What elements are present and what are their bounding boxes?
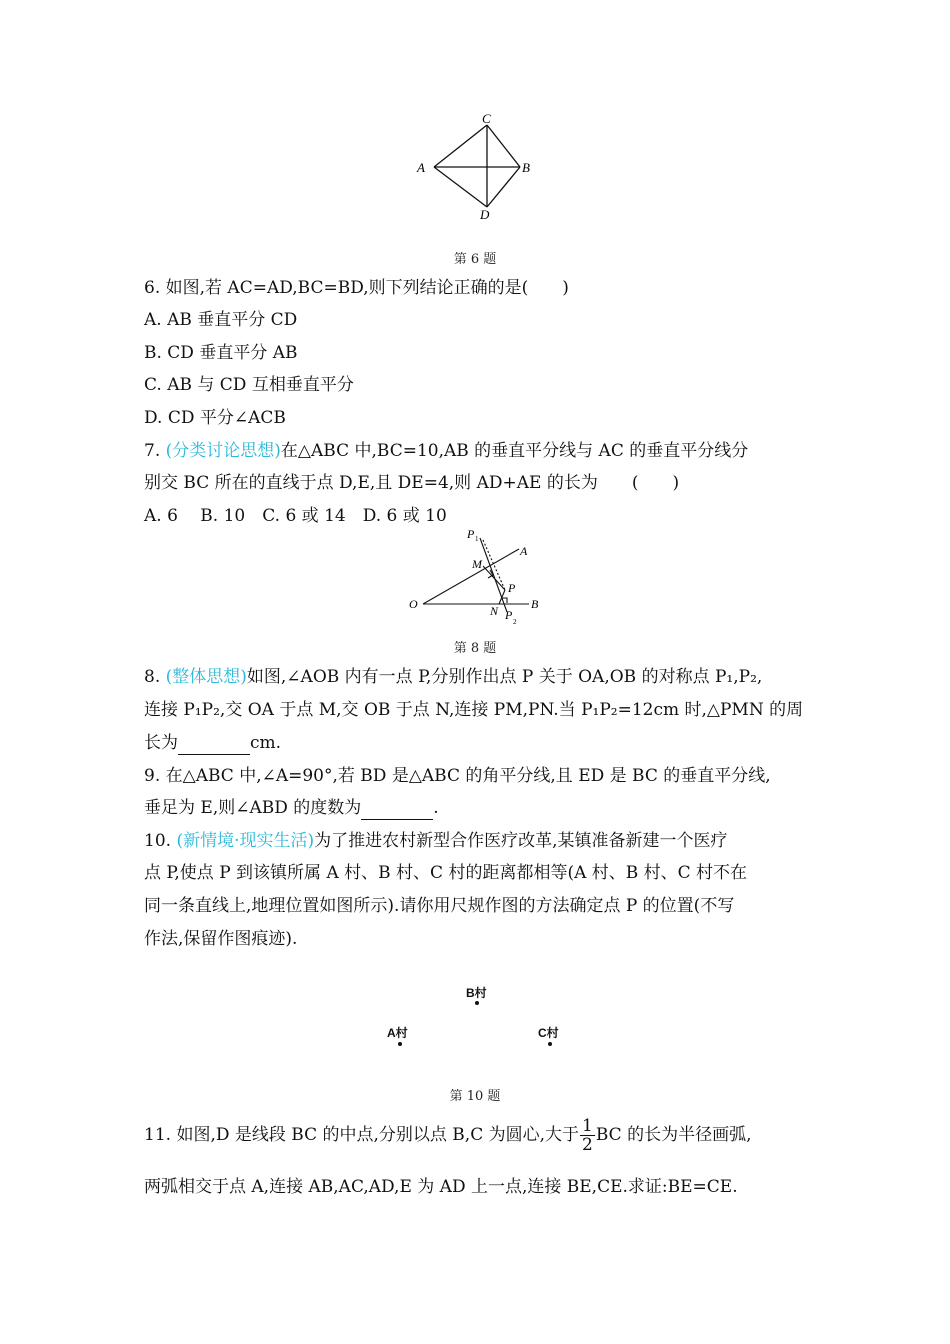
point-label-d: D: [480, 207, 490, 222]
q11-text-1b: BC 的长为半径画弧,: [595, 1125, 752, 1145]
q10-tag: (新情境·现实生活): [176, 831, 315, 851]
village-a-label: A村: [387, 1026, 408, 1040]
q6-option-a: A. AB 垂直平分 CD: [144, 310, 298, 330]
q11-line-1: [144, 1113, 751, 1157]
point-label-a: A: [417, 160, 425, 175]
q9-text-2a: 垂足为 E,则∠ABD 的度数为: [144, 798, 362, 818]
figure-6-diagram: [410, 108, 540, 223]
q10-line-2: 点 P,使点 P 到该镇所属 A 村、B 村、C 村的距离都相等(A 村、B 村、C 村不在: [144, 863, 748, 883]
figure-8-diagram: [405, 526, 555, 631]
q8-number: 8.: [144, 667, 161, 687]
point-label-p1: P: [467, 527, 475, 541]
segment-cb: [487, 125, 520, 167]
village-b-label: B村: [466, 986, 487, 1000]
q7-options: A. 6 B. 10 C. 6 或 14 D. 6 或 10: [144, 506, 447, 526]
q8-line-3: [144, 732, 281, 755]
q6-option-c: C. AB 与 CD 互相垂直平分: [144, 375, 354, 395]
q9-line-1: 9. 在△ABC 中,∠A=90°,若 BD 是△ABC 的角平分线,且 ED 是 BC 的垂直平分线,: [144, 766, 771, 786]
q7-tag: (分类讨论思想): [165, 441, 281, 461]
q8-line-1: [144, 666, 762, 688]
q10-line-4: 作法,保留作图痕迹).: [144, 929, 298, 949]
segment-ad: [434, 167, 487, 207]
q7-text-1: 在△ABC 中,BC=10,AB 的垂直平分线与 AC 的垂直平分线分: [280, 441, 749, 461]
q7-number: 7.: [144, 441, 161, 461]
village-c-label: C村: [538, 1026, 559, 1040]
q10-number: 10.: [144, 831, 172, 851]
fraction-denominator: 2: [582, 1135, 593, 1155]
village-c-point: [548, 1042, 552, 1046]
figure-10-caption: 第 10 题: [449, 1089, 501, 1104]
point-label-n: N: [490, 604, 499, 618]
figure-6-caption: 第 6 题: [453, 252, 497, 267]
point-label-a: A: [520, 544, 528, 558]
point-label-p2-subscript: 2: [513, 618, 517, 626]
q9-answer-blank[interactable]: [361, 797, 433, 820]
point-label-o: O: [409, 597, 418, 611]
figure-8-caption: 第 8 题: [453, 641, 497, 656]
q10-line-3: 同一条直线上,地理位置如图所示).请你用尺规作图的方法确定点 P 的位置(不写: [144, 896, 735, 916]
segment-ac: [434, 125, 487, 167]
segment-mp: [483, 566, 505, 590]
point-label-c: C: [482, 111, 491, 126]
q6-stem: 6. 如图,若 AC=AD,BC=BD,则下列结论正确的是( ): [144, 278, 569, 298]
point-label-m: M: [472, 557, 482, 571]
q8-answer-blank[interactable]: [178, 732, 250, 755]
q8-text-3b: cm.: [250, 733, 282, 753]
q6-option-d: D. CD 平分∠ACB: [144, 408, 286, 428]
q8-text-3a: 长为: [144, 733, 178, 753]
point-label-p: P: [508, 581, 516, 595]
q11-text-1a: 11. 如图,D 是线段 BC 的中点,分别以点 B,C 为圆心,大于: [144, 1125, 580, 1145]
q8-text-1: 如图,∠AOB 内有一点 P,分别作出点 P 关于 OA,OB 的对称点 P₁,P₂,: [246, 667, 763, 687]
q10-text-1: 为了推进农村新型合作医疗改革,某镇准备新建一个医疗: [314, 831, 728, 851]
point-label-p2: P: [505, 608, 513, 622]
q11-line-2: 两弧相交于点 A,连接 AB,AC,AD,E 为 AD 上一点,连接 BE,CE.求证:BE=CE.: [144, 1177, 738, 1197]
point-label-b: B: [531, 597, 539, 611]
q7-line-2: 别交 BC 所在的直线于点 D,E,且 DE=4,则 AD+AE 的长为 ( ): [144, 473, 680, 493]
ray-oa: [423, 549, 519, 604]
q7-line-1: [144, 440, 748, 462]
village-a-point: [398, 1042, 402, 1046]
q8-tag: (整体思想): [165, 667, 247, 687]
segment-db: [487, 167, 520, 207]
point-label-b: B: [522, 160, 530, 175]
q9-line-2: [144, 797, 439, 820]
fraction-one-half: [580, 1117, 595, 1154]
fraction-numerator: 1: [582, 1116, 593, 1136]
point-label-p1-subscript: 1: [475, 535, 479, 543]
q10-line-1: [144, 830, 728, 852]
q9-text-2b: .: [433, 798, 439, 818]
q6-option-b: B. CD 垂直平分 AB: [144, 343, 298, 363]
village-b-point: [475, 1001, 479, 1005]
q8-line-2: 连接 P₁P₂,交 OA 于点 M,交 OB 于点 N,连接 PM,PN.当 P₁P₂=12cm 时,△PMN 的周: [144, 700, 804, 720]
segment-p1p: [483, 540, 505, 590]
